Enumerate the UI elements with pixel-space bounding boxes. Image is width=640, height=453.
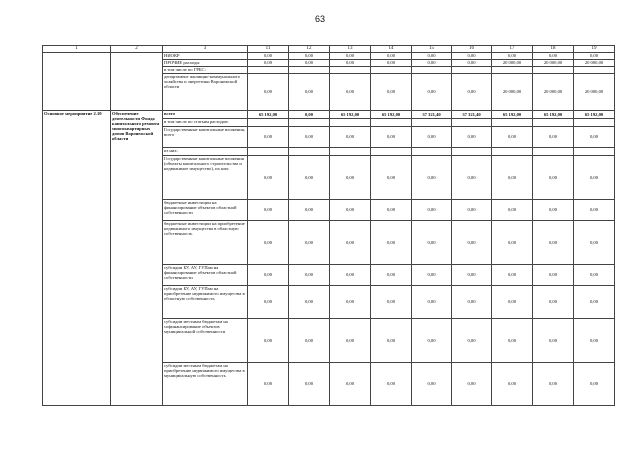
value-cell: 0,00 [371,200,412,221]
value-cell: 0,00 [330,363,371,406]
value-cell: 0,00 [492,363,533,406]
value-cell: 37 321,40 [452,111,492,119]
row-label: всего [163,111,248,119]
budget-table [42,45,615,406]
table-row [43,111,615,119]
header-cell: 1 [43,46,111,53]
value-cell: 0,00 [371,363,412,406]
value-cell: 0,00 [412,265,452,286]
row-label: Государственные капитальные вложения, всего [163,127,248,148]
row-label: субсидии местным бюджетам на приобретение недвижимого имущества в муниципальную собственность [163,363,248,406]
value-cell: 0,00 [412,53,452,60]
value-cell: 0,00 [412,319,452,363]
value-cell: 0,00 [412,156,452,200]
row-label: в том числе по ГРБС: [163,67,248,74]
value-cell: 0,00 [533,127,574,148]
header-cell: 11 [248,46,289,53]
value-cell: 0,00 [492,286,533,319]
empty-cell [111,53,163,111]
value-cell: 0,00 [412,363,452,406]
value-cell: 20 000,00 [574,60,615,67]
value-cell [452,148,492,156]
value-cell: 0,00 [289,363,330,406]
value-cell: 0,00 [289,200,330,221]
header-cell: 16 [452,46,492,53]
value-cell: 0,00 [533,363,574,406]
value-cell [492,148,533,156]
value-cell: 0,00 [412,200,452,221]
value-cell [371,67,412,74]
value-cell: 0,00 [289,156,330,200]
value-cell: 0,00 [330,127,371,148]
value-cell: 0,00 [248,265,289,286]
row-label: бюджетные инвестиции на финансирование объектов областной собственности [163,200,248,221]
value-cell [533,67,574,74]
header-cell: 3 [163,46,248,53]
header-cell: 19 [574,46,615,53]
value-cell: 65 192,00 [248,111,289,119]
value-cell: 0,00 [330,74,371,111]
value-cell: 65 192,00 [330,111,371,119]
value-cell: 0,00 [533,156,574,200]
value-cell: 0,00 [574,127,615,148]
value-cell: 0,00 [574,156,615,200]
value-cell: 0,00 [248,319,289,363]
value-cell: 0,00 [371,74,412,111]
value-cell [533,148,574,156]
row-label: из них: [163,148,248,156]
value-cell: 0,00 [289,319,330,363]
value-cell: 0,00 [248,127,289,148]
value-cell: 0,00 [452,53,492,60]
header-cell: 14 [371,46,412,53]
value-cell: 0,00 [248,156,289,200]
value-cell: 0,00 [371,53,412,60]
value-cell: 0,00 [248,60,289,67]
header-cell: 13 [330,46,371,53]
value-cell: 0,00 [330,53,371,60]
value-cell: 0,00 [492,53,533,60]
value-cell: 20 000,00 [492,74,533,111]
value-cell: 0,00 [492,200,533,221]
header-cell: 18 [533,46,574,53]
value-cell [574,67,615,74]
value-cell: 0,00 [533,221,574,265]
value-cell [289,148,330,156]
value-cell [371,119,412,127]
value-cell: 0,00 [330,265,371,286]
value-cell [492,119,533,127]
value-cell: 0,00 [452,265,492,286]
value-cell [248,119,289,127]
value-cell: 0,00 [452,127,492,148]
value-cell [371,148,412,156]
value-cell: 0,00 [330,200,371,221]
value-cell: 0,00 [248,74,289,111]
value-cell: 0,00 [533,286,574,319]
value-cell [330,148,371,156]
row-label: департамент жилищно-коммунального хозяйства и энергетики Воронежской области [163,74,248,111]
header-cell: 2 [111,46,163,53]
value-cell: 20 000,00 [492,60,533,67]
value-cell: 0,00 [371,286,412,319]
header-cell: 15 [412,46,452,53]
value-cell [452,119,492,127]
value-cell: 0,00 [492,156,533,200]
value-cell: 0,00 [452,319,492,363]
value-cell [452,67,492,74]
value-cell [412,67,452,74]
measure-title: Обеспечение деятельности Фонда капитального ремонта многоквартирных домов Воронежской области [111,111,163,406]
value-cell: 0,00 [452,156,492,200]
value-cell: 0,00 [371,60,412,67]
row-label: Государственные капитальные вложения (объекты капитального строительства и недвижимое имущество), их них: [163,156,248,200]
value-cell: 65 192,00 [371,111,412,119]
value-cell: 0,00 [371,265,412,286]
value-cell: 0,00 [574,200,615,221]
value-cell: 0,00 [574,286,615,319]
row-label: бюджетные инвестиции на приобретение недвижимого имущества в областную собственность [163,221,248,265]
value-cell: 0,00 [289,53,330,60]
page-number: 63 [314,14,325,24]
value-cell [248,67,289,74]
value-cell: 0,00 [574,265,615,286]
row-label: ПРОЧИЕ расходы [163,60,248,67]
value-cell: 0,00 [371,319,412,363]
value-cell: 65 192,00 [574,111,615,119]
value-cell: 0,00 [452,200,492,221]
row-label: субсидии БУ, АУ, ГУПам на финансирование объектов областной собственности [163,265,248,286]
value-cell: 0,00 [574,363,615,406]
header-cell: 12 [289,46,330,53]
value-cell: 0,00 [533,200,574,221]
value-cell [289,67,330,74]
value-cell: 0,00 [248,221,289,265]
value-cell: 37 321,40 [412,111,452,119]
value-cell: 0,00 [533,53,574,60]
value-cell: 0,00 [330,221,371,265]
row-label: субсидии БУ, АУ, ГУПам на приобретение недвижимого имущества в областную собственность [163,286,248,319]
value-cell: 0,00 [492,319,533,363]
value-cell: 0,00 [574,221,615,265]
value-cell: 0,00 [330,60,371,67]
value-cell: 0,00 [452,221,492,265]
value-cell: 0,00 [452,363,492,406]
header-row [43,46,615,53]
value-cell: 0,00 [371,127,412,148]
value-cell: 0,00 [289,60,330,67]
value-cell: 0,00 [289,286,330,319]
value-cell [248,148,289,156]
value-cell: 0,00 [248,286,289,319]
value-cell [533,119,574,127]
header-cell: 17 [492,46,533,53]
value-cell: 0,00 [289,127,330,148]
value-cell: 0,00 [574,53,615,60]
value-cell [492,67,533,74]
value-cell: 0,00 [248,53,289,60]
value-cell: 0,00 [412,221,452,265]
value-cell: 0,00 [289,221,330,265]
measure-code: Основное мероприятие 2.10 [43,111,111,406]
value-cell: 0,00 [452,286,492,319]
value-cell: 20 000,00 [574,74,615,111]
value-cell: 0,00 [492,265,533,286]
value-cell [330,67,371,74]
value-cell: 20 000,00 [533,74,574,111]
value-cell [330,119,371,127]
value-cell: 0,00 [330,156,371,200]
value-cell: 0,00 [452,74,492,111]
value-cell: 0,00 [412,286,452,319]
value-cell: 0,00 [289,74,330,111]
value-cell: 65 192,00 [533,111,574,119]
value-cell [412,148,452,156]
value-cell [574,148,615,156]
row-label: субсидии местным бюджетам на софинансирование объектов муниципальной собственности [163,319,248,363]
value-cell: 0,00 [533,265,574,286]
value-cell: 0,00 [492,221,533,265]
value-cell: 0,00 [248,200,289,221]
value-cell: 0,00 [412,60,452,67]
table-row [43,53,615,60]
value-cell: 20 000,00 [533,60,574,67]
value-cell: 0,00 [492,127,533,148]
empty-cell [43,53,111,111]
value-cell: 0,00 [330,286,371,319]
value-cell: 0,00 [412,127,452,148]
value-cell [574,119,615,127]
value-cell: 65 192,00 [492,111,533,119]
value-cell: 0,00 [248,363,289,406]
value-cell: 0,00 [574,319,615,363]
value-cell: 0,00 [289,111,330,119]
value-cell: 0,00 [533,319,574,363]
value-cell: 0,00 [371,221,412,265]
value-cell [289,119,330,127]
row-label: в том числе по статьям расходов: [163,119,248,127]
value-cell: 0,00 [289,265,330,286]
value-cell: 0,00 [452,60,492,67]
value-cell: 0,00 [412,74,452,111]
row-label: НИОКР [163,53,248,60]
value-cell: 0,00 [371,156,412,200]
value-cell [412,119,452,127]
value-cell: 0,00 [330,319,371,363]
